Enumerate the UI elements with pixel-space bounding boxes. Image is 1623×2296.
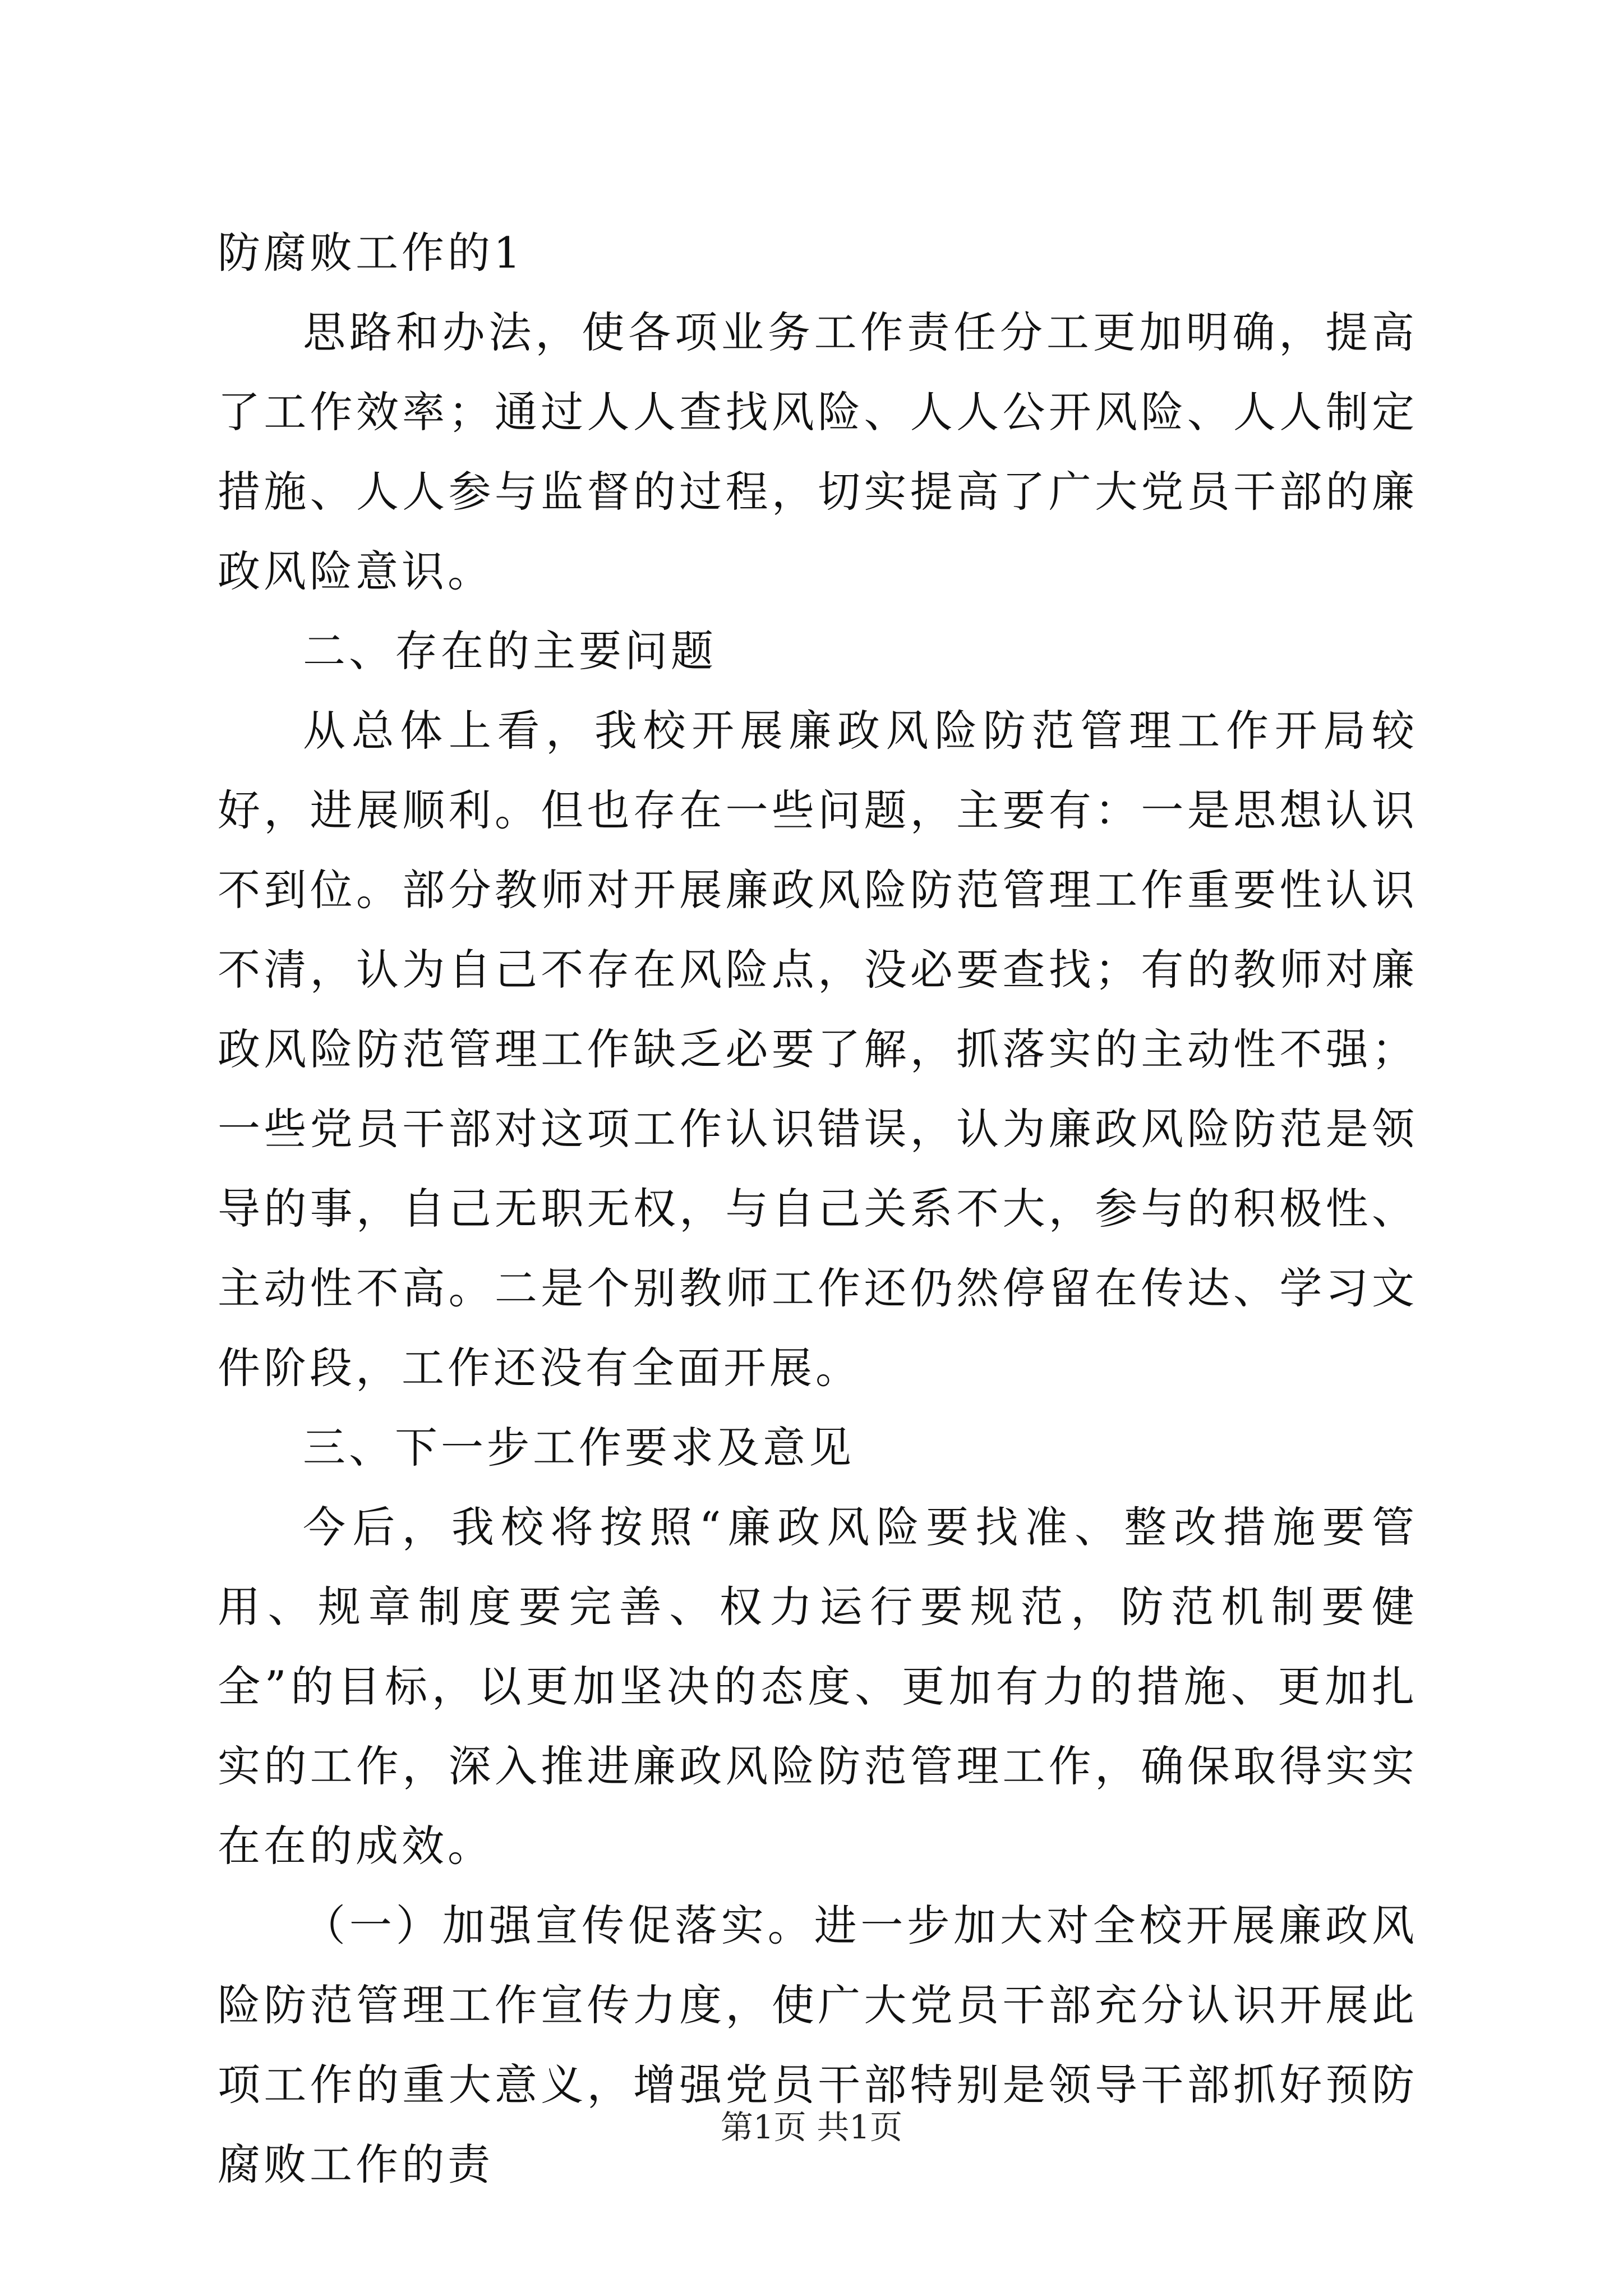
- paragraph-problems: 从总体上看，我校开展廉政风险防范管理工作开局较好，进展顺利。但也存在一些问题，主要有：一是思想认识不到位。部分教师对开展廉政风险防范管理工作重要性认识不清，认为自己不存在风险点，没必要查找；有的教师对廉政风险防范管理工作缺乏必要了解，抓落实的主动性不强；一些党员干部对这项工作认识错误，认为廉政风险防范是领导的事，自己无职无权，与自己关系不大，参与的积极性、主动性不高。二是个别教师工作还仍然停留在传达、学习文件阶段，工作还没有全面开展。: [218, 706, 1418, 1393]
- paragraph-continuation: 防腐败工作的1: [218, 228, 524, 278]
- paragraph-summary: 思路和办法，使各项业务工作责任分工更加明确，提高了工作效率；通过人人查找风险、人人公开风险、人人制定措施、人人参与监督的过程，切实提高了广大党员干部的廉政风险意识。: [218, 307, 1418, 596]
- paragraph-item-one: （一）加强宣传促落实。进一步加大对全校开展廉政风险防范管理工作宣传力度，使广大党员干部充分认识开展此项工作的重大意义，增强党员干部特别是领导干部抓好预防腐败工作的责: [218, 1901, 1418, 2189]
- document-body: [218, 213, 1418, 2205]
- section-heading-problems: 二、存在的主要问题: [303, 626, 717, 676]
- section-heading-next-steps: 三、下一步工作要求及意见: [303, 1423, 855, 1473]
- page-footer: 第1页 共1页: [720, 2108, 903, 2146]
- paragraph-next-steps: 今后，我校将按照“廉政风险要找准、整改措施要管用、规章制度要完善、权力运行要规范，防范机制要健全”的目标，以更加坚决的态度、更加有力的措施、更加扎实的工作，深入推进廉政风险防范管理工作，确保取得实实在在的成效。: [218, 1502, 1418, 1871]
